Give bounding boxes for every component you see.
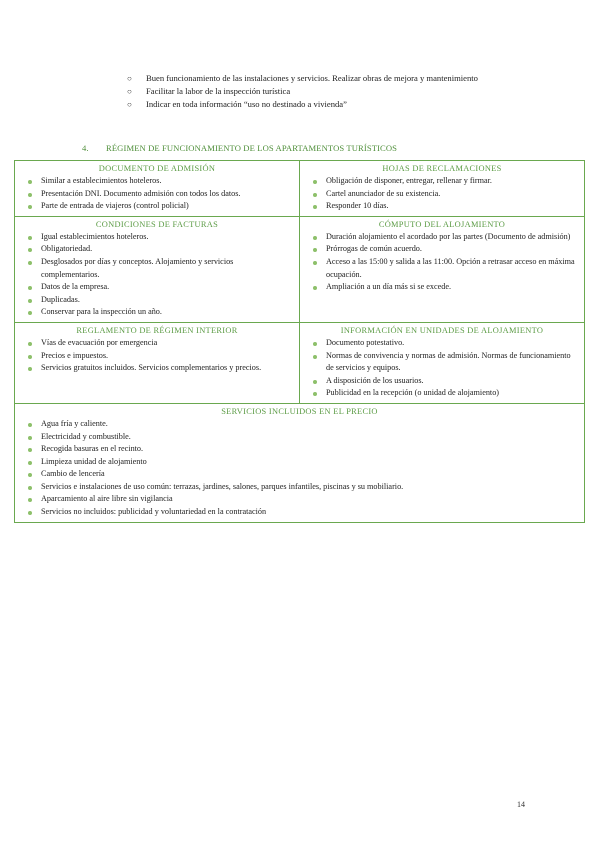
bullet-dot-icon	[28, 236, 32, 240]
list-item: Prórrogas de común acuerdo.	[306, 243, 578, 256]
cell-reglamento-regimen-interior	[15, 322, 300, 403]
list-item: Recogida basuras en el recinto.	[21, 443, 578, 456]
cell-informacion-unidades	[300, 322, 585, 403]
list-item: Agua fría y caliente.	[21, 418, 578, 431]
cell-bullet-list	[21, 337, 293, 375]
cell-title: CÓMPUTO DEL ALOJAMIENTO	[378, 219, 506, 229]
list-item: Servicios e instalaciones de uso común: terrazas, jardines, salones, parques infantiles, piscinas y su mobiliario.	[21, 481, 578, 494]
bullet-dot-icon	[28, 473, 32, 477]
list-item: Cartel anunciador de su existencia.	[306, 188, 578, 201]
bullet-dot-icon	[28, 486, 32, 490]
cell-documento-admision	[15, 161, 300, 217]
list-item: Acceso a las 15:00 y salida a las 11:00. Opción a retrasar acceso en máxima ocupación.	[306, 256, 578, 281]
bullet-dot-icon	[28, 436, 32, 440]
bullet-dot-icon	[313, 180, 317, 184]
bullet-dot-icon	[313, 286, 317, 290]
bullet-dot-icon	[28, 423, 32, 427]
page-number: 14	[517, 800, 525, 809]
cell-servicios-incluidos	[15, 403, 585, 522]
cell-title: HOJAS DE RECLAMACIONES	[382, 164, 502, 173]
list-item: Cambio de lencería	[21, 468, 578, 481]
list-item: Similar a establecimientos hoteleros.	[21, 175, 293, 188]
cell-bullet-list	[21, 418, 578, 519]
list-item: Obligación de disponer, entregar, rellenar y firmar.	[306, 175, 578, 188]
hollow-circle-bullet-icon: ○	[127, 74, 132, 83]
list-item: Vías de evacuación por emergencia	[21, 337, 293, 350]
bullet-dot-icon	[28, 511, 32, 515]
hollow-circle-bullet-icon: ○	[127, 87, 132, 96]
list-item: Limpieza unidad de alojamiento	[21, 456, 578, 469]
bullet-dot-icon	[28, 367, 32, 371]
bullet-dot-icon	[28, 261, 32, 265]
list-item: Ampliación a un día más si se excede.	[306, 281, 578, 294]
list-item: Servicios no incluidos: publicidad y voluntariedad en la contratación	[21, 506, 578, 519]
bullet-dot-icon	[313, 205, 317, 209]
bullet-dot-icon	[313, 248, 317, 252]
bullet-dot-icon	[28, 498, 32, 502]
list-item: Documento potestativo.	[306, 337, 578, 350]
section-number: 4.	[82, 143, 89, 153]
list-item: Precios e impuestos.	[21, 350, 293, 363]
list-item: ○ Indicar en toda información “uso no destinado a vivienda”	[127, 99, 347, 109]
list-item: Parte de entrada de viajeros (control policial)	[21, 200, 293, 213]
list-item: Electricidad y combustible.	[21, 431, 578, 444]
list-item: Datos de la empresa.	[21, 281, 293, 294]
bullet-dot-icon	[313, 261, 317, 265]
bullet-dot-icon	[28, 311, 32, 315]
regimen-table	[14, 160, 585, 523]
cell-bullet-list	[21, 175, 293, 213]
bullet-dot-icon	[28, 286, 32, 290]
list-item: Duplicadas.	[21, 294, 293, 307]
list-item: Aparcamiento al aire libre sin vigilancia	[21, 493, 578, 506]
list-item: Igual establecimientos hoteleros.	[21, 231, 293, 244]
list-item: ○ Facilitar la labor de la inspección turística	[127, 86, 291, 96]
list-item: Duración alojamiento el acordado por las partes (Documento de admisión)	[306, 231, 578, 244]
list-item: Publicidad en la recepción (o unidad de alojamiento)	[306, 387, 578, 400]
bullet-dot-icon	[28, 461, 32, 465]
bullet-dot-icon	[28, 355, 32, 359]
cell-computo-alojamiento	[300, 216, 585, 322]
bullet-dot-icon	[28, 299, 32, 303]
cell-bullet-list	[21, 231, 293, 319]
list-item: Responder 10 días.	[306, 200, 578, 213]
cell-hojas-reclamaciones	[300, 161, 585, 217]
list-item: Desglosados por días y conceptos. Alojamiento y servicios complementarios.	[21, 256, 293, 281]
list-item: ○ Buen funcionamiento de las instalaciones y servicios. Realizar obras de mejora y mantenimiento	[127, 73, 478, 83]
list-item: Normas de convivencia y normas de admisión. Normas de funcionamiento de servicios y equipos.	[306, 350, 578, 375]
list-item: Obligatoriedad.	[21, 243, 293, 256]
list-item: Presentación DNI. Documento admisión con todos los datos.	[21, 188, 293, 201]
list-item: Conservar para la inspección un año.	[21, 306, 293, 319]
bullet-dot-icon	[313, 380, 317, 384]
bullet-dot-icon	[28, 180, 32, 184]
list-item: Servicios gratuitos incluidos. Servicios complementarios y precios.	[21, 362, 293, 375]
list-item: A disposición de los usuarios.	[306, 375, 578, 388]
bullet-dot-icon	[313, 392, 317, 396]
cell-bullet-list	[306, 231, 578, 294]
cell-title: INFORMACIÓN EN UNIDADES DE ALOJAMIENTO	[340, 325, 544, 335]
cell-bullet-list	[306, 337, 578, 400]
bullet-dot-icon	[28, 448, 32, 452]
bullet-dot-icon	[313, 355, 317, 359]
hollow-circle-bullet-icon: ○	[127, 100, 132, 109]
bullet-dot-icon	[313, 236, 317, 240]
bullet-dot-icon	[313, 193, 317, 197]
cell-title: SERVICIOS INCLUIDOS EN EL PRECIO	[221, 406, 378, 416]
bullet-dot-icon	[313, 342, 317, 346]
bullet-dot-icon	[28, 342, 32, 346]
intro-bullet-list	[124, 72, 494, 111]
cell-bullet-list	[306, 175, 578, 213]
cell-title: CONDICIONES DE FACTURAS	[95, 219, 219, 229]
section-title: RÉGIMEN DE FUNCIONAMIENTO DE LOS APARTAMENTOS TURÍSTICOS	[106, 143, 398, 153]
bullet-dot-icon	[28, 193, 32, 197]
bullet-dot-icon	[28, 205, 32, 209]
bullet-dot-icon	[28, 248, 32, 252]
cell-title: DOCUMENTO DE ADMISIÓN	[98, 164, 216, 173]
cell-condiciones-facturas	[15, 216, 300, 322]
section-heading	[82, 143, 552, 153]
cell-title: REGLAMENTO DE RÉGIMEN INTERIOR	[76, 325, 238, 335]
